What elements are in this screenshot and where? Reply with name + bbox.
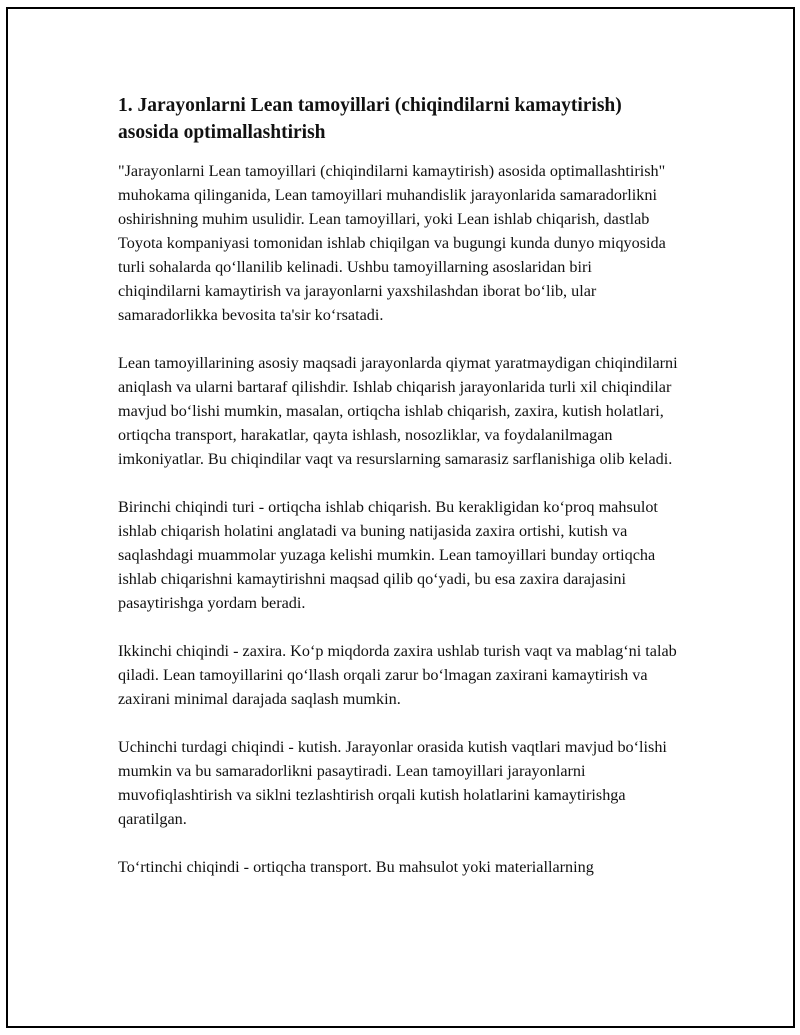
paragraph-intro: "Jarayonlarni Lean tamoyillari (chiqindilarni kamaytirish) asosida optimallashtirish" muhokama qilinganida, Lean tamoyillari muhandislik jarayonlarida samaradorlikni oshirishning muhim usulidir. Lean tamoyillari, yoki Lean ishlab chiqarish, dastlab Toyota kompaniyasi tomonidan ishlab chiqilgan va bugungi kunda dunyo miqyosida turli sohalarda qo‘llanilib kelinadi. Ushbu tamoyillarning asoslaridan biri chiqindilarni kamaytirish va jarayonlarni yaxshilashdan iborat bo‘lib, ular samaradorlikka bevosita ta'sir ko‘rsatadi. xyxy=(118,162,666,324)
paragraph-inventory: Ikkinchi chiqindi - zaxira. Ko‘p miqdorda zaxira ushlab turish vaqt va mablag‘ni talab qiladi. Lean tamoyillarini qo‘llash orqali zarur bo‘lmagan zaxirani kamaytirish va zaxirani minimal darajada saqlash mumkin. xyxy=(118,642,677,708)
paragraph-waiting: Uchinchi turdagi chiqindi - kutish. Jarayonlar orasida kutish vaqtlari mavjud bo‘lishi mumkin va bu samaradorlikni pasaytiradi. Lean tamoyillari jarayonlarni muvofiqlashtirish va siklni tezlashtirish orqali kutish holatlarini kamaytirishga qaratilgan. xyxy=(118,738,667,828)
paragraph-overproduction: Birinchi chiqindi turi - ortiqcha ishlab chiqarish. Bu kerakligidan ko‘proq mahsulot ishlab chiqarish holatini anglatadi va buning natijasida zaxira ortishi, kutish va saqlashdagi muammolar yuzaga kelishi mumkin. Lean tamoyillari bunday ortiqcha ishlab chiqarishni kamaytirishni maqsad qilib qo‘yadi, bu esa zaxira darajasini pasaytirishga yordam beradi. xyxy=(118,498,658,612)
document-body xyxy=(118,92,678,879)
section-heading: 1. Jarayonlarni Lean tamoyillari (chiqindilarni kamaytirish) asosida optimallashtirish xyxy=(118,95,622,143)
paragraph-transport: To‘rtinchi chiqindi - ortiqcha transport. Bu mahsulot yoki materiallarning xyxy=(118,858,594,876)
paragraph-goals: Lean tamoyillarining asosiy maqsadi jarayonlarda qiymat yaratmaydigan chiqindilarni aniqlash va ularni bartaraf qilishdir. Ishlab chiqarish jarayonlarida turli xil chiqindilar mavjud bo‘lishi mumkin, masalan, ortiqcha ishlab chiqarish, zaxira, kutish holatlari, ortiqcha transport, harakatlar, qayta ishlash, nosozliklar, va foydalanilmagan imkoniyatlar. Bu chiqindilar vaqt va resurslarning samarasiz sarflanishiga olib keladi. xyxy=(118,354,678,468)
